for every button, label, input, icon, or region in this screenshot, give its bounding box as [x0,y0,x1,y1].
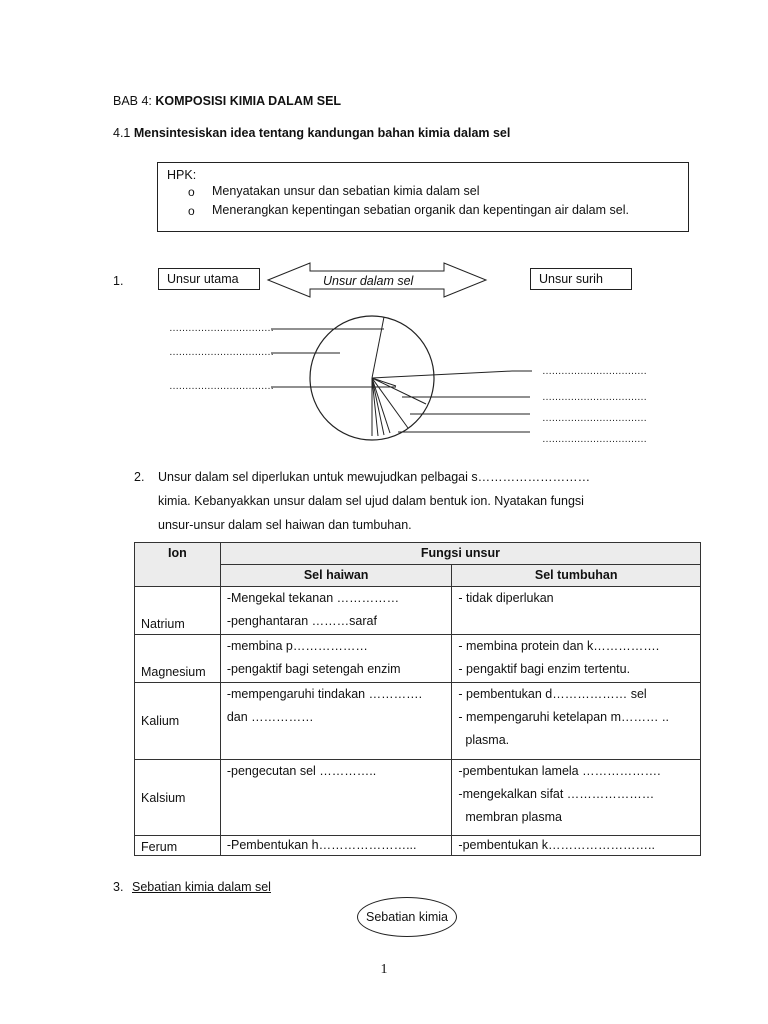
bullet-icon: o [188,204,195,218]
tumbuhan-cell: -pembentukan k…………………….. [452,836,701,856]
cell-line: - pembentukan d……………… sel [458,687,647,701]
chapter-prefix: BAB 4: [113,94,156,108]
cell-line: -mengekalkan sifat ………………… [458,787,655,801]
section-number: 4.1 [113,126,134,140]
bullet-icon: o [188,185,195,199]
table-row [135,683,701,760]
table-row [135,760,701,836]
col-header-ion: Ion [135,543,221,587]
answer-blank[interactable]: …………………………… [169,347,274,358]
chapter-title: KOMPOSISI KIMIA DALAM SEL [155,94,342,108]
haiwan-cell [220,683,452,760]
cell-line: - membina protein dan k……………. [458,639,660,653]
unsur-utama-box: Unsur utama [158,268,260,290]
pie-diagram [0,0,768,460]
ellipse-label: Sebatian kimia [366,909,448,924]
col-header-tumbuhan: Sel tumbuhan [452,565,701,587]
cell-line: - pengaktif bagi enzim tertentu. [458,662,631,676]
unsur-surih-box: Unsur surih [530,268,632,290]
cell-line: -membina p……………… [226,639,368,653]
answer-blank[interactable]: …………………………… [542,366,647,377]
cell-line: dan …………… [226,710,314,724]
hpk-item: Menyatakan unsur dan sebatian kimia dalam sel [212,184,480,198]
col-header-fungsi: Fungsi unsur [220,543,700,565]
q2-text: unsur-unsur dalam sel haiwan dan tumbuhan. [158,518,412,532]
section-title: Mensintesiskan idea tentang kandungan bahan kimia dalam sel [133,126,511,140]
haiwan-cell [220,587,452,635]
sebatian-kimia-ellipse [357,897,457,937]
tumbuhan-cell [452,683,701,760]
answer-blank[interactable]: …………………………… [169,323,274,334]
tumbuhan-cell [452,587,701,635]
ion-cell: Kalium [135,683,221,760]
cell-line: -penghantaran ………saraf [226,614,377,628]
haiwan-cell [220,635,452,683]
cell-line: -mempengaruhi tindakan …………. [226,687,423,701]
ion-cell: Magnesium [135,635,221,683]
cell-line: -Mengekal tekanan …………… [226,591,400,605]
cell-line: - tidak diperlukan [458,591,554,605]
tumbuhan-cell [452,760,701,836]
q2-text: Unsur dalam sel diperlukan untuk mewujudkan pelbagai s……………………… [158,470,591,484]
hpk-item: Menerangkan kepentingan sebatian organik dan kepentingan air dalam sel. [212,203,629,217]
haiwan-cell [220,760,452,836]
ion-cell: Natrium [135,587,221,635]
arrow-label: Unsur dalam sel [323,274,414,288]
cell-line: -pembentukan lamela ………………. [458,764,661,778]
answer-blank[interactable]: …………………………… [542,392,647,403]
answer-blank[interactable]: …………………………… [169,381,274,392]
hpk-label: HPK: [167,168,197,182]
tumbuhan-cell [452,635,701,683]
haiwan-cell: -Pembentukan h…………………... [220,836,452,856]
answer-blank[interactable]: …………………………… [542,434,647,445]
table-row [135,836,701,856]
page-number: 1 [380,962,388,977]
q2-number: 2. [134,470,145,484]
answer-blank[interactable]: …………………………… [542,413,647,424]
table-row [135,635,701,683]
ion-cell: Kalsium [135,760,221,836]
q2-text: kimia. Kebanyakkan unsur dalam sel ujud dalam bentuk ion. Nyatakan fungsi [158,494,584,508]
cell-line: plasma. [458,733,510,747]
cell-line: - mempengaruhi ketelapan m……… .. [458,710,669,724]
q3-title: Sebatian kimia dalam sel [132,880,271,894]
cell-line: -pengaktif bagi setengah enzim [226,662,401,676]
ion-function-table [134,542,701,856]
cell-line: membran plasma [458,810,562,824]
ion-cell: Ferum [135,836,221,856]
q1-number: 1. [113,274,124,288]
col-header-haiwan: Sel haiwan [220,565,452,587]
cell-line: -pengecutan sel ………….. [226,764,377,778]
table-row [135,587,701,635]
q3-number: 3. [113,880,124,894]
